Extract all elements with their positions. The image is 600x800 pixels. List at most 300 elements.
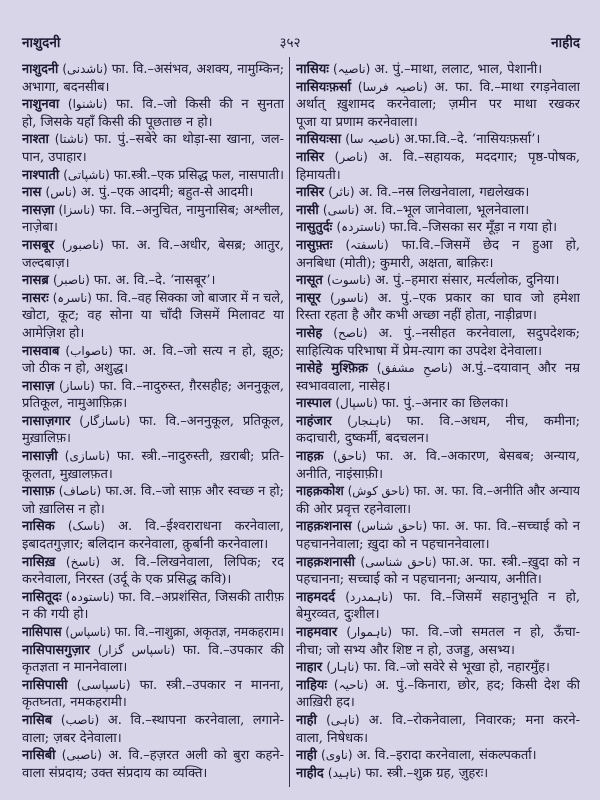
headword: नाहक़शनासी	[296, 554, 356, 570]
definition-text: फा. अ. वि.–जो सत्य न हो, झूठ;	[118, 343, 284, 359]
definition-text: स्वभाववाला, नासेह।	[296, 378, 391, 394]
entry-line-content	[296, 659, 550, 677]
definition-text: वाला, निषेधक।	[296, 730, 369, 746]
urdu-spelling: (ناسازی)	[64, 449, 111, 464]
entry-line	[296, 360, 580, 378]
headword: नासाज़ी	[22, 449, 58, 465]
entry-line-content	[22, 571, 231, 589]
entry-line	[296, 554, 580, 572]
headword: नाश्ता	[22, 132, 49, 148]
entry-line-content	[22, 677, 284, 695]
entry-line-content	[296, 518, 580, 536]
headword: नाहमदर्द	[296, 589, 336, 605]
entry-line	[22, 149, 284, 167]
page-number: ३५२	[279, 35, 301, 51]
urdu-spelling: (ناصواب)	[65, 343, 113, 358]
dictionary-entry	[22, 589, 284, 624]
definition-text: फा. वि.–उपकार की	[183, 642, 284, 658]
entry-line	[22, 430, 284, 448]
urdu-spelling: (ناسور)	[329, 290, 369, 305]
urdu-spelling: (ناصیہ سا)	[345, 132, 400, 147]
definition-text: अ. वि.–लिखनेवाला, लिपिक; रद	[110, 554, 284, 570]
entry-line-content	[296, 255, 493, 273]
definition-text: बेमुरव्वत, दुःशील।	[296, 607, 380, 623]
entry-line-content	[22, 694, 127, 712]
entry-line-content	[22, 624, 284, 642]
definition-text: खोटा, कूट; वह सोना या चाँदी जिसमें मिलावट या	[22, 308, 284, 324]
entry-line	[22, 536, 284, 554]
entry-line-content	[296, 202, 529, 220]
entry-line	[22, 272, 284, 290]
definition-text: पहचाननेवाला; ख़ुदा को न पहचाननेवाला।	[296, 537, 490, 553]
urdu-spelling: (ناس)	[45, 185, 77, 200]
urdu-spelling: (ناستردہ)	[336, 220, 386, 235]
entry-line	[22, 730, 284, 748]
entry-line	[22, 694, 284, 712]
entry-line-content	[296, 219, 557, 237]
entry-line-content	[296, 290, 580, 308]
entry-line	[296, 255, 580, 273]
headword: नाहमवार	[296, 625, 338, 640]
urdu-spelling: (ناصبی)	[61, 748, 102, 763]
entry-line-content	[296, 79, 580, 97]
entry-line	[296, 747, 580, 765]
entry-line-content	[22, 360, 128, 378]
dictionary-entry	[296, 360, 580, 395]
headword: नासिर	[296, 149, 325, 165]
dictionary-entry	[22, 448, 284, 483]
entry-line	[22, 712, 284, 730]
entry-line	[22, 518, 284, 536]
dictionary-entry	[22, 61, 284, 96]
headword: नाश्पाती	[22, 167, 60, 183]
urdu-spelling: (ناساز)	[58, 378, 95, 393]
entry-line-content	[296, 501, 411, 519]
dictionary-entry	[22, 413, 284, 448]
entry-line-content	[22, 501, 105, 519]
definition-text: कदाचारी, दुष्कर्मी, बदचलन।	[296, 431, 429, 447]
entry-line	[296, 343, 580, 361]
definition-text: जल्दबाज़।	[22, 255, 70, 271]
entry-line-content	[22, 114, 213, 132]
urdu-spelling: (ناصبور)	[61, 237, 104, 252]
definition-text: रिस्ता रहता है और कभी अच्छा नहीं होता, नाड़ीव्रण।	[296, 308, 537, 324]
entry-line-content	[22, 554, 284, 572]
definition-text: अ. वि.–इरादा करनेवाला, संकल्पकर्ता।	[356, 748, 537, 764]
headword: नास्पाल	[296, 396, 332, 412]
entry-line-content	[22, 395, 127, 413]
definition-text: अ.फा.वि.–दे. ‘नासियःफ़र्सा’।	[404, 132, 541, 148]
dictionary-entry	[296, 747, 580, 765]
definition-text: मुख़ालिफ़।	[22, 431, 71, 447]
entry-line	[296, 325, 580, 343]
dictionary-entry	[296, 184, 580, 202]
definition-text: अ. वि.–स्थापना करनेवाला, लगाने-	[107, 712, 284, 728]
dictionary-entry	[296, 448, 580, 483]
entry-line-content	[22, 642, 284, 660]
definition-text: फा. वि.–अनुचित, नामुनासिब; अश्लील,	[99, 202, 284, 218]
dictionary-entry	[296, 659, 580, 677]
headword: नासूत	[296, 273, 323, 289]
entry-line	[296, 606, 580, 624]
definition-text: फा. पुं.–सबेरे का थोड़ा-सा खाना, जल-	[94, 132, 284, 148]
urdu-spelling: (ناہار)	[326, 660, 360, 675]
definition-text: जो ख़ालिस न हो।	[22, 501, 105, 517]
definition-text: फा. वि.–असंभव, अशक्य, नामुम्किन;	[111, 62, 284, 77]
headword: नासिर	[296, 185, 325, 201]
urdu-spelling: (ناسک)	[67, 519, 105, 534]
entry-line	[22, 466, 284, 484]
entry-line-content	[22, 290, 284, 308]
entry-line	[296, 202, 580, 220]
entry-line-content	[296, 413, 580, 431]
dictionary-entry	[22, 131, 284, 166]
entry-line-content	[296, 624, 580, 642]
definition-text: फा. वि.–नादुरुस्त, ग़ैरसहीह; अननुकूल,	[99, 378, 284, 394]
entry-line	[296, 430, 580, 448]
entry-line-content	[296, 395, 509, 413]
entry-line	[296, 536, 580, 554]
dictionary-entry	[22, 624, 284, 642]
urdu-spelling: (ناہمدرد)	[345, 589, 394, 604]
definition-text: साहित्यिक परिभाषा में प्रेम-त्याग का उपदेश देनेवाला।	[296, 343, 543, 359]
dictionary-entry	[296, 79, 580, 132]
urdu-spelling: (ناصح)	[333, 325, 368, 340]
definition-text: फा.वि.–जिसमें छेद न हुआ हो,	[401, 237, 580, 253]
definition-text: फा. वि.–नाशुक्रा, अकृतज्ञ, नमकहराम।	[114, 625, 284, 640]
entry-line-content	[22, 518, 284, 536]
urdu-spelling: (ناسوت)	[326, 273, 371, 288]
urdu-spelling: (ناشنوا)	[67, 97, 108, 112]
urdu-spelling: (ناہموار)	[346, 625, 393, 639]
entry-line-content	[296, 184, 529, 202]
definition-text: कृतघ्नता, नमकहरामी।	[22, 695, 127, 711]
urdu-spelling: (ناوی)	[321, 748, 353, 763]
urdu-spelling: (ناشپاتی)	[63, 167, 110, 182]
entry-line	[22, 325, 284, 343]
entry-line	[296, 307, 580, 325]
definition-text: अ. पुं.–किनारा, छोर, हद; किसी देश की	[375, 677, 580, 693]
urdu-spelling: (ناشتا)	[54, 132, 89, 147]
entry-line-content	[22, 255, 70, 273]
headword: नाहंजार	[296, 413, 332, 429]
entry-line	[296, 61, 580, 79]
definition-text: फा. अ. फा. वि.–अनीति और अन्याय	[413, 484, 580, 500]
entry-line-content	[22, 167, 284, 185]
entry-line-content	[22, 272, 215, 290]
entry-line	[296, 694, 580, 712]
entry-line-content	[296, 747, 537, 765]
entry-line-content	[22, 589, 284, 607]
definition-text: फा.अ. फा. स्त्री.–ख़ुदा को न	[441, 554, 580, 570]
headword: नासुतुर्दः	[296, 220, 333, 236]
entry-line-content	[296, 325, 580, 343]
definition-text: अभागा, बदनसीब।	[22, 79, 110, 95]
urdu-spelling: (ناثر)	[328, 185, 355, 200]
entry-line-content	[296, 61, 542, 79]
entry-line-content	[22, 606, 88, 624]
entry-line	[22, 290, 284, 308]
definition-text: कूलता, मुख़ालफ़त।	[22, 466, 113, 482]
definition-text: अ. वि.–भूल जानेवाला, भूलनेवाला।	[363, 202, 530, 218]
headword: नास	[22, 185, 42, 201]
dictionary-entry	[22, 167, 284, 185]
definition-text: फा. वि.–जो समतल न हो, ऊँचा-	[401, 625, 580, 640]
entry-line	[296, 184, 580, 202]
entry-line-content	[296, 378, 390, 396]
definition-text: अ. पुं.–एक आदमी; बहुत-से आदमी।	[80, 185, 254, 201]
definition-text: पहचानना; सच्चाई को न पहचानना; अन्याय, अनीति।	[296, 572, 542, 588]
dictionary-entry	[22, 378, 284, 413]
urdu-spelling: (ناصب)	[60, 712, 100, 727]
dictionary-entry	[22, 237, 284, 272]
dictionary-entry	[296, 219, 580, 237]
entry-line-content	[296, 712, 580, 730]
definition-text: फा.स्त्री.–एक प्रसिद्ध फल, नासपाती।	[113, 167, 284, 183]
dictionary-entry	[22, 518, 284, 553]
entry-line	[296, 642, 580, 660]
entry-line-content	[22, 131, 284, 149]
definition-text: पान, उपाहार।	[22, 149, 87, 165]
entry-line-content	[296, 571, 542, 589]
headword: नासबूर	[22, 237, 55, 253]
entry-line-content	[296, 307, 537, 325]
entry-line	[296, 589, 580, 607]
entry-line	[296, 114, 580, 132]
entry-line	[22, 571, 284, 589]
dictionary-entry	[22, 272, 284, 290]
entry-line	[296, 712, 580, 730]
entry-line-content	[22, 202, 284, 220]
entry-line	[22, 554, 284, 572]
definition-text: फा. अ. वि.–अकारण, बेसबब; अन्याय,	[375, 449, 580, 465]
entry-line-content	[22, 219, 58, 237]
urdu-spelling: (ناحق کوش)	[347, 484, 410, 499]
headword: नाही	[296, 712, 317, 728]
entry-line	[22, 642, 284, 660]
dictionary-entry	[296, 624, 580, 659]
dictionary-entry	[296, 325, 580, 360]
left-column	[22, 61, 284, 782]
headword: नासिक	[22, 519, 55, 535]
headword: नाशुनवा	[22, 97, 60, 113]
definition-text: अ. वि.–सहायक, मददगार; पृष्ठ-पोषक,	[378, 149, 580, 165]
headword: नासेहे मुश्फ़िक़	[296, 361, 369, 377]
entry-line-content	[22, 237, 284, 255]
definition-text: हो, जिसके यहाँ किसी की पूछताछ न हो।	[22, 114, 213, 130]
headword: नासरः	[22, 290, 49, 306]
entry-line-content	[296, 466, 383, 484]
definition-text: नीचा; जो सभ्य और शिष्ट न हो, उजड्ड, असभ्य।	[296, 642, 515, 658]
entry-line-content	[22, 61, 284, 79]
entry-line	[22, 378, 284, 396]
entry-line-content	[22, 536, 268, 554]
definition-text: फा. स्त्री.–नादुरुस्ती, ख़राबी; प्रति-	[117, 449, 284, 465]
urdu-spelling: (ناہی)	[326, 712, 360, 727]
entry-line-content	[296, 694, 355, 712]
entry-line	[296, 272, 580, 290]
definition-text: फा. वि.–जो सवेरे से भूखा हो, नहारमुँह।	[363, 660, 550, 676]
urdu-spelling: (ناصر)	[334, 149, 368, 164]
headword: नासिपासी	[22, 677, 68, 693]
entry-line	[22, 659, 284, 677]
definition-text: जो ठीक न हो, अशुद्ध।	[22, 361, 129, 377]
entry-line-content	[22, 378, 284, 396]
column-divider	[289, 57, 290, 787]
urdu-spelling: (ناسی)	[322, 202, 360, 217]
headword: नासियःफ़र्सा	[296, 79, 352, 95]
dictionary-entry	[296, 483, 580, 518]
entry-line-content	[296, 765, 488, 783]
entry-line-content	[22, 483, 284, 501]
headword: नासियः	[296, 62, 329, 77]
dictionary-entry	[22, 202, 284, 237]
definition-text: फा. स्त्री.–उपकार न मानना,	[139, 677, 284, 693]
dictionary-entry	[296, 518, 580, 553]
definition-text: फा. वि.–अधम, नीच, कमीना;	[406, 413, 580, 429]
entry-line-content	[296, 606, 380, 624]
entry-line-content	[296, 167, 341, 185]
definition-text: अ. वि.–रोकनेवाला, निवारक; मना करने-	[368, 712, 580, 728]
entry-line	[296, 96, 580, 114]
definition-text: अनबिधा (मोती); कुमारी, अक्षता, बाक़िरः।	[296, 255, 494, 271]
definition-text: आमेज़िश हो।	[22, 325, 85, 341]
urdu-spelling: (ناسپاسی)	[76, 677, 131, 692]
definition-text: प्रतिकूल, नामुआफ़िक़।	[22, 396, 128, 412]
entry-line-content	[22, 343, 284, 361]
entry-line-content	[22, 712, 284, 730]
entry-line-content	[296, 237, 580, 255]
definition-text: अ. फा. वि.–माथा रगड़नेवाला	[434, 79, 580, 95]
definition-text: अर्थात् ख़ुशामद करनेवाला; ज़मीन पर माथा रखकर	[296, 97, 580, 113]
urdu-spelling: (ناصاف)	[58, 484, 102, 499]
dictionary-entry	[22, 290, 284, 343]
entry-line-content	[22, 466, 113, 484]
entry-line	[22, 606, 284, 624]
definition-text: अ. पुं.–नसीहत करनेवाला, सदुपदेशक;	[378, 325, 580, 341]
entry-line	[22, 483, 284, 501]
headword: नासिपासगुज़ार	[22, 642, 90, 658]
dictionary-entry	[22, 712, 284, 747]
dictionary-entry	[296, 677, 580, 712]
urdu-spelling: (ناحیہ)	[333, 677, 369, 692]
dictionary-entry	[296, 554, 580, 589]
urdu-spelling: (ناہنجار)	[347, 413, 392, 428]
dictionary-entry	[296, 61, 580, 79]
entry-line-content	[22, 430, 71, 448]
urdu-spelling: (ناحق شناسی)	[360, 554, 437, 569]
dictionary-entry	[22, 483, 284, 518]
entry-line	[22, 61, 284, 79]
urdu-spelling: (ناحق)	[332, 449, 367, 464]
headword: नासवाब	[22, 343, 60, 359]
entry-line	[296, 659, 580, 677]
entry-line	[296, 219, 580, 237]
entry-line	[296, 466, 580, 484]
dictionary-entry	[22, 554, 284, 589]
definition-text: पूजा या प्रणाम करनेवाला।	[296, 114, 418, 130]
definition-text: कृतज्ञता न माननेवाला।	[22, 660, 128, 676]
entry-line	[22, 255, 284, 273]
definition-text: करनेवाला, निरस्त (उर्दू के एक प्रसिद्ध कवि)।	[22, 572, 232, 588]
urdu-spelling: (ناسپاس گزار)	[97, 642, 176, 657]
dictionary-entry	[296, 712, 580, 747]
entry-line	[22, 589, 284, 607]
entry-line	[22, 501, 284, 519]
definition-text: फा. वि.–अननुकूल, प्रतिकूल,	[139, 413, 284, 429]
dictionary-entry	[296, 237, 580, 272]
entry-line-content	[296, 343, 542, 361]
definition-text: फा. अ. फा. वि.–सच्चाई को न	[432, 519, 580, 535]
urdu-spelling: (ناشدنی)	[62, 62, 108, 76]
entry-line	[296, 290, 580, 308]
entry-line-content	[296, 272, 559, 290]
dictionary-entry	[296, 589, 580, 624]
definition-text: अ. वि.–हज़रत अली को बुरा कहने-	[108, 748, 284, 764]
headword: नासेह	[296, 325, 323, 341]
definition-text: हिमायती।	[296, 167, 341, 183]
dictionary-entry	[296, 395, 580, 413]
definition-text: न की गयी हो।	[22, 607, 89, 623]
entry-line-content	[22, 149, 87, 167]
urdu-spelling: (ناستودہ)	[65, 589, 115, 604]
entry-line	[296, 677, 580, 695]
entry-line	[296, 730, 580, 748]
definition-text: की ओर प्रवृत्त रहनेवाला।	[296, 501, 412, 517]
urdu-spelling: (ناسزا)	[58, 202, 95, 217]
entry-line	[22, 307, 284, 325]
dictionary-entry	[22, 343, 284, 378]
entry-line-content	[22, 413, 284, 431]
dictionary-entry	[296, 765, 580, 783]
entry-line	[296, 167, 580, 185]
definition-text: फा. वि.–जो किसी की न सुनता	[116, 97, 284, 113]
urdu-spelling: (ناہید)	[327, 765, 362, 780]
definition-text: आख़िरी हद।	[296, 695, 355, 711]
entry-line	[296, 518, 580, 536]
definition-text: फा.वि.–जिसका सर मूँड़ा न गया हो।	[389, 220, 558, 236]
entry-line	[296, 624, 580, 642]
headword: नाहक़कोश	[296, 484, 344, 500]
entry-line	[22, 114, 284, 132]
dictionary-entry	[22, 642, 284, 677]
headword: नासिब	[22, 712, 53, 728]
definition-text: अ. वि.–नस्र लिखनेवाला, गद्यलेखक।	[358, 185, 530, 201]
entry-line	[22, 624, 284, 642]
entry-line	[296, 765, 580, 783]
entry-line	[22, 448, 284, 466]
headword: नासाफ़	[22, 484, 55, 500]
dictionary-entry	[22, 677, 284, 712]
guide-word-right: नाहीद	[551, 35, 580, 51]
urdu-spelling: (ناسازگار)	[79, 413, 131, 428]
definition-text: फा. अ. वि.–अधीर, बेसब्र; आतुर,	[111, 237, 284, 253]
entry-line	[22, 184, 284, 202]
definition-text: फा.अ. वि.–जो साफ़ और स्वच्छ न हो;	[105, 484, 284, 500]
definition-text: वाला संप्रदाय; उक्त संप्रदाय का व्यक्ति।	[22, 765, 208, 781]
entry-line-content	[296, 677, 580, 695]
dictionary-entry	[296, 272, 580, 290]
entry-line-content	[22, 79, 109, 97]
headword: नासितूदः	[22, 589, 62, 605]
entry-line	[296, 413, 580, 431]
entry-line-content	[22, 184, 253, 202]
entry-line	[22, 677, 284, 695]
dictionary-entry	[296, 149, 580, 184]
urdu-spelling: (ناحق شناس)	[356, 519, 428, 534]
entry-line	[296, 79, 580, 97]
entry-line	[22, 413, 284, 431]
